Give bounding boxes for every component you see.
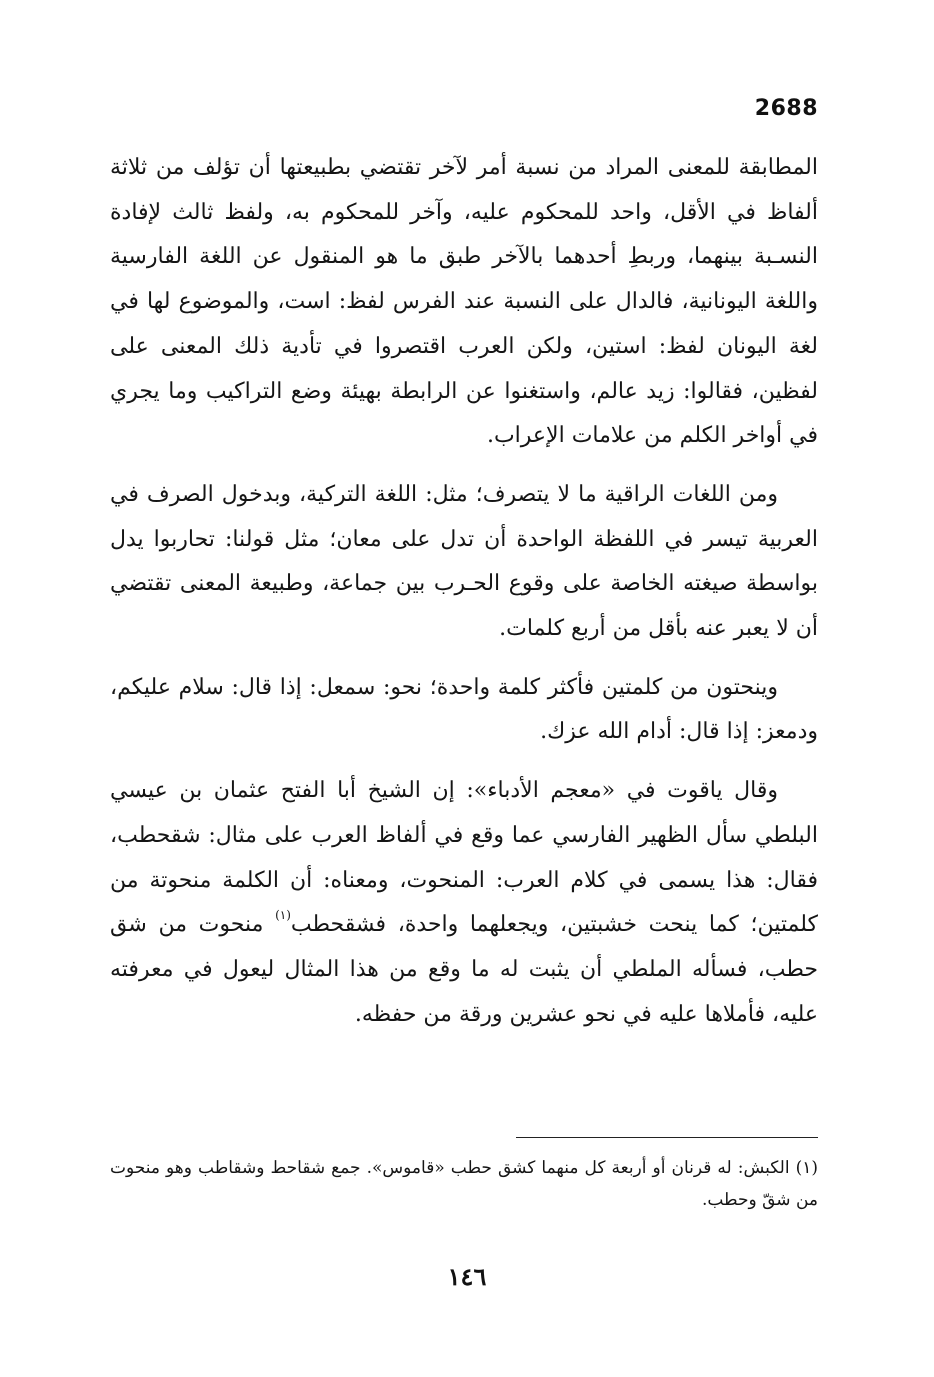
paragraph: ومن اللغات الراقية ما لا يتصرف؛ مثل: اللغة التركية، وبدخول الصرف في العربية تيسر في اللفظة الواحدة أن تدل على معان؛ مثل قولنا: تحاربوا يدل بواسطة صيغته الخاصة على وقوع الحـرب بين جماعة، وطبيعة المعنى تقتضي أن لا يعبر عنه بأقل من أربع كلمات. [110,481,818,642]
paragraph: وينحتون من كلمتين فأكثر كلمة واحدة؛ نحو: سمعل: إذا قال: سلام عليكم، ودمعز: إذا قال: أدام الله عزك. [110,674,818,745]
paragraph-text: وقال ياقوت في «معجم الأدباء»: إن الشيخ أبا الفتح عثمان بن عيسي البلطي سأل الظهير الفارسي عما وقع في ألفاظ العرب على مثال: شقحطب، فقال: هذا يسمى في كلام العرب: المنحوت، ومعناه: أن الكلمة منحوتة من كلمتين؛ كما ينحت خشبتين، ويجعلهما واحدة، فشقحطب [110,778,818,938]
footnotes [110,1152,818,1216]
paragraph-with-footnote [110,769,818,1037]
footnote-divider [516,1137,818,1138]
paragraph-text: منحوت من شق حطب، فسأله الملطي أن يثبت له ما وقع من هذا المثال ليعول في معرفته عليه، فأملاها عليه في نحو عشرين ورقة من حفظه. [110,912,818,1027]
footnote: (١) الكبش: له قرنان أو أربعة كل منهما كشق حطب «قاموس». جمع شقاحط وشقاطب وهو منحوت من شقّ وحطب. [110,1158,818,1210]
footnote-reference: (١) [275,908,291,923]
paragraph: المطابقة للمعنى المراد من نسبة أمر لآخر تقتضي بطبيعتها أن تؤلف من ثلاثة ألفاظ في الأقل، واحد للمحكوم عليه، وآخر للمحكوم به، ولفظ ثالث لإفادة النسـبة بينهما، وربطِ أحدهما بالآخر طبق ما هو المنقول عن اللغة الفارسية واللغة اليونانية، فالدال على النسبة عند الفرس لفظ: است، والموضوع لها في لغة اليونان لفظ: استين، ولكن العرب اقتصروا في تأدية ذلك المعنى على لفظين، فقالوا: زيد عالم، واستغنوا عن الرابطة بهيئة وضع التراكيب وما يجري في أواخر الكلم من علامات الإعراب. [110,155,818,449]
page-number-bottom: ١٤٦ [447,1262,487,1291]
body-text [110,146,818,1051]
page-number-top: 2688 [754,96,818,121]
